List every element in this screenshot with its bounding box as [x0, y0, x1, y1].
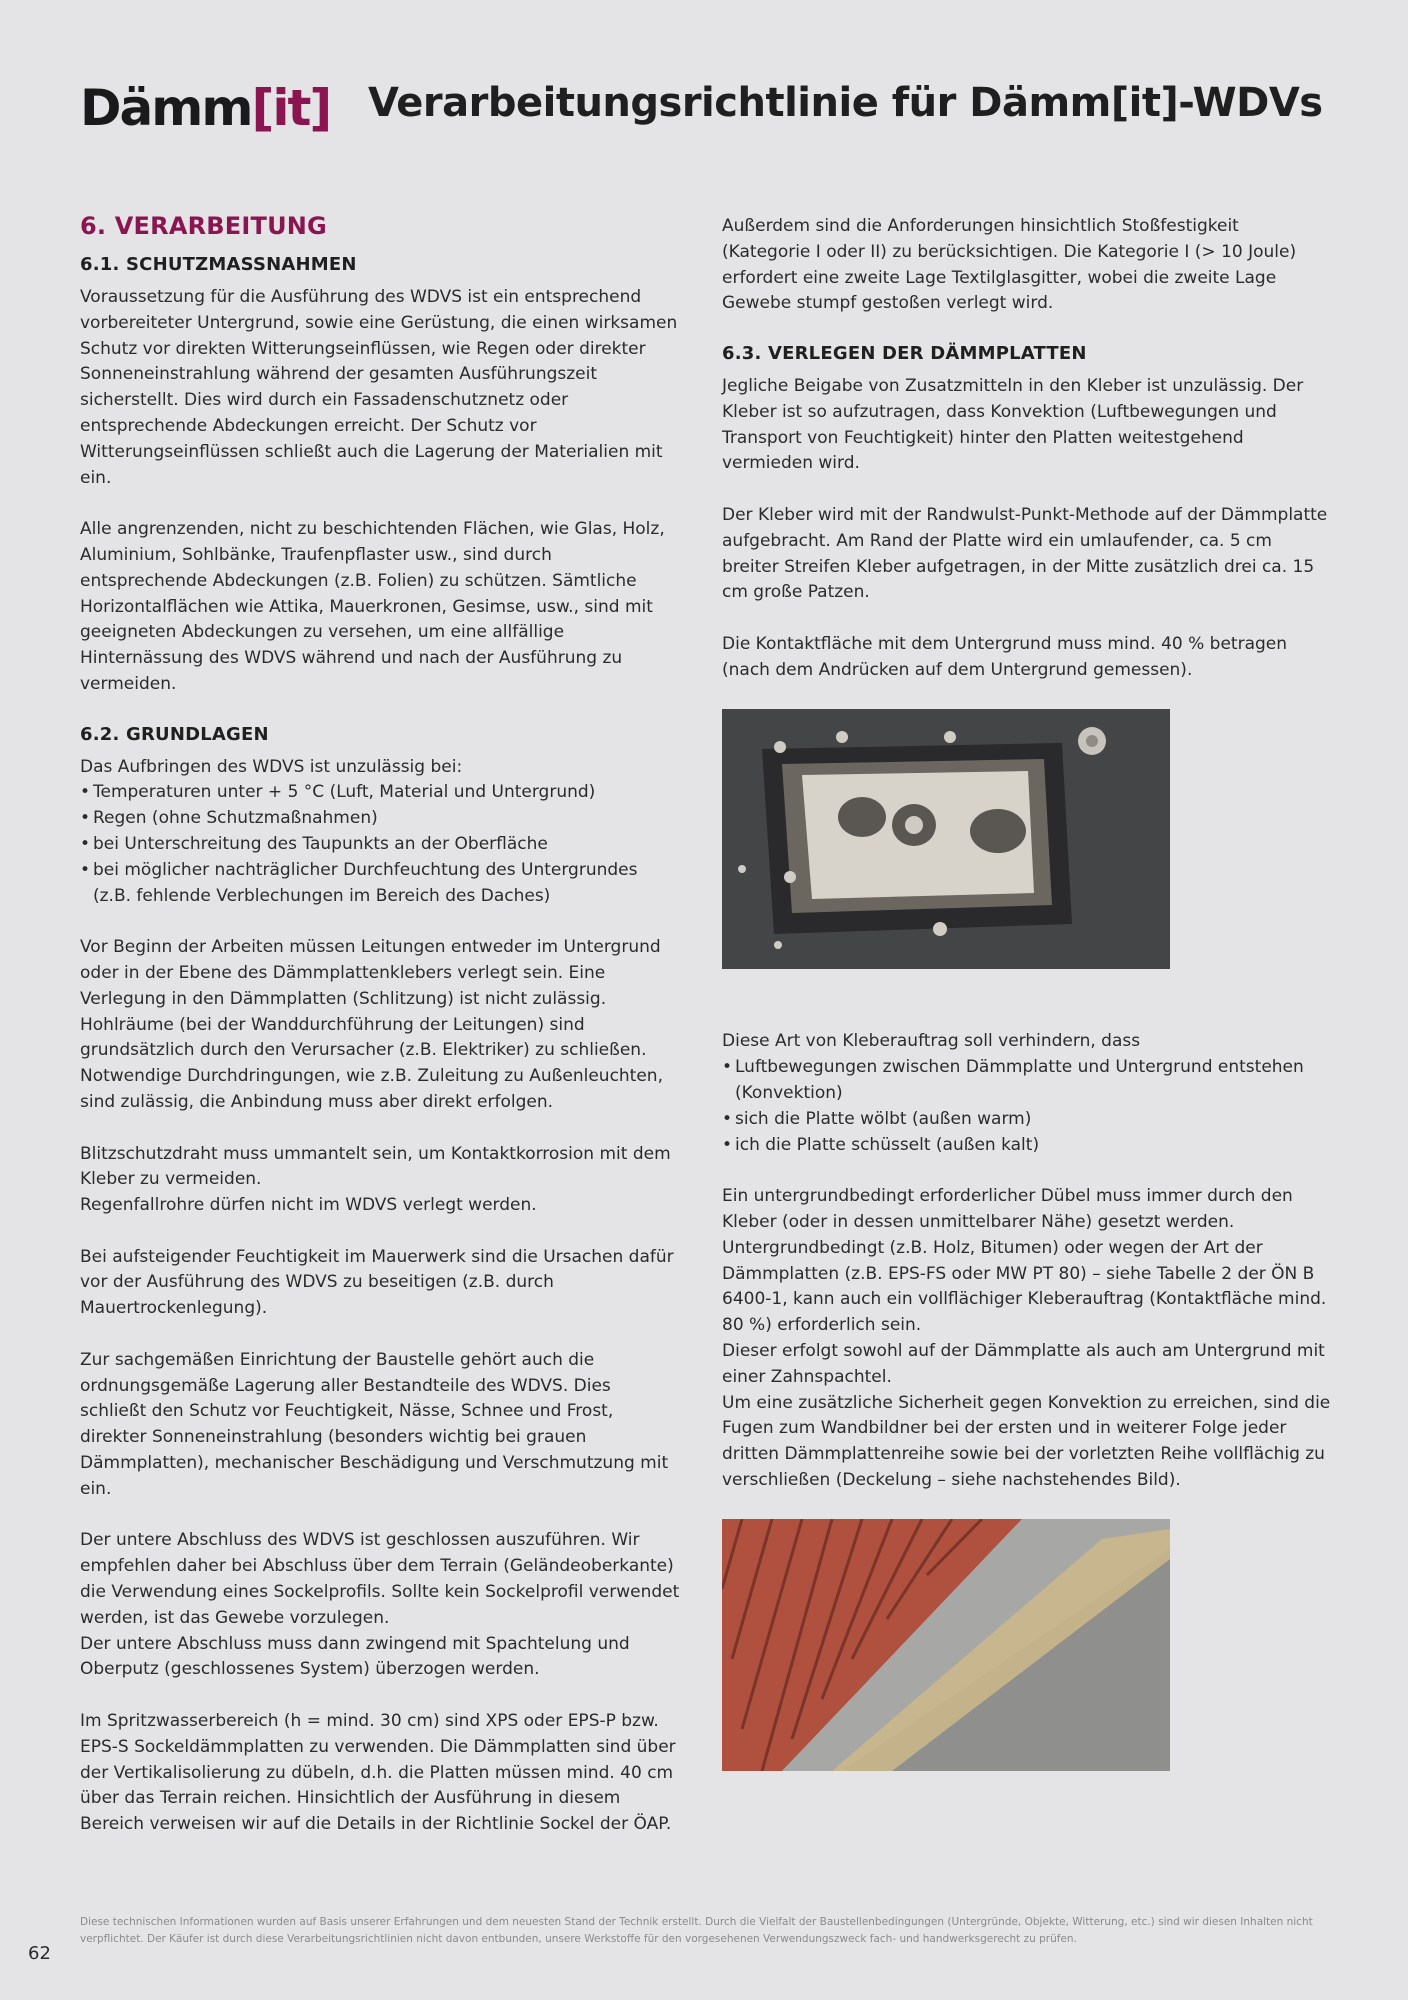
- logo-bracket-open: [: [251, 79, 273, 137]
- list-item: • Temperaturen unter + 5 °C (Luft, Material und Untergrund): [80, 780, 680, 806]
- joint-sealing-image: [722, 1519, 1170, 1771]
- paragraph: Im Spritzwasserbereich (h = mind. 30 cm) sind XPS oder EPS-P bzw. EPS-S Sockeldämmplatten zu verwenden. Die Dämmplatten sind über der Vertikalisolierung zu dübeln, d.h. die Platten müssen mind. 40 cm über das Terrain reichen. Hinsichtlich der Ausführung in diesem Bereich verweisen wir auf die Details in der Richtlinie Sockel der ÖAP.: [80, 1711, 676, 1835]
- paragraph: Die Kontaktfläche mit dem Untergrund muss mind. 40 % betragen (nach dem Andrücken auf dem Untergrund gemessen).: [722, 633, 1288, 680]
- paragraph: Ein untergrundbedingt erforderlicher Dübel muss immer durch den Kleber (oder in dessen unmittelbarer Nähe) gesetzt werden. Untergrundbedingt (z.B. Holz, Bitumen) oder wegen der Art der Dämmplatten (z.B. EPS-FS oder MW PT 80) – siehe Tabelle 2 der ÖN B 6400-1, kann auch ein vollflächiger Kleberauftrag (Kontaktfläche mind. 80 %) erforderlich sein.: [722, 1186, 1327, 1336]
- paragraph: Voraussetzung für die Ausführung des WDVS ist ein entsprechend vorbereiteter Untergrund, sowie eine Gerüstung, die einen wirksamen Schutz vor direkten Witterungseinflüssen, wie Regen oder direkter Sonneneinstrahlung während der gesamten Ausführungszeit sicherstellt. Dies wird durch ein Fassadenschutznetz oder entsprechende Abdeckungen erreicht. Der Schutz vor Witterungseinflüssen schließt auch die Lagerung der Materialien mit ein.: [80, 287, 678, 488]
- list-item: • bei möglicher nachträglicher Durchfeuchtung des Untergrundes (z.B. fehlende Verblechungen im Bereich des Daches): [80, 858, 680, 910]
- left-column: [80, 212, 680, 1864]
- paragraph: Regenfallrohre dürfen nicht im WDVS verlegt werden.: [80, 1195, 537, 1216]
- paragraph: Blitzschutzdraht muss ummantelt sein, um Kontaktkorrosion mit dem Kleber zu vermeiden.: [80, 1143, 671, 1190]
- paragraph: Um eine zusätzliche Sicherheit gegen Konvektion zu erreichen, sind die Fugen zum Wandbildner bei der ersten und in weiterer Folge jeder dritten Dämmplattenreihe sowie bei der vorletzten Reihe vollflächig zu verschließen (Deckelung – siehe nachstehendes Bild).: [722, 1392, 1331, 1490]
- paragraph: Bei aufsteigender Feuchtigkeit im Mauerwerk sind die Ursachen dafür vor der Ausführung des WDVS zu beseitigen (z.B. durch Mauertrockenlegung).: [80, 1246, 674, 1319]
- list-item: • Luftbewegungen zwischen Dämmplatte und Untergrund entstehen (Konvektion): [722, 1055, 1332, 1107]
- paragraph: Der untere Abschluss des WDVS ist geschlossen auszuführen. Wir empfehlen daher bei Abschluss über dem Terrain (Geländeoberkante) die Verwendung eines Sockelprofils. Sollte kein Sockelprofil verwendet werden, ist das Gewebe vorzulegen.: [80, 1530, 680, 1628]
- list-item: • sich die Platte wölbt (außen warm): [722, 1107, 1332, 1133]
- logo-bracket-close: ]: [309, 79, 331, 137]
- list-item: • bei Unterschreitung des Taupunkts an der Oberfläche: [80, 832, 680, 858]
- heading-6-1: 6.1. SCHUTZMASSNAHMEN: [80, 254, 357, 275]
- bullet-list: [80, 780, 680, 909]
- paragraph: Der untere Abschluss muss dann zwingend mit Spachtelung und Oberputz (geschlossenes System) überzogen werden.: [80, 1633, 630, 1680]
- bullet-list: [722, 1055, 1332, 1158]
- paragraph: Zur sachgemäßen Einrichtung der Baustelle gehört auch die ordnungsgemäße Lagerung aller Bestandteile des WDVS. Dies schließt den Schutz vor Feuchtigkeit, Nässe, Schnee und Frost, direkter Sonneneinstrahlung (besonders wichtig bei grauen Dämmplatten), mechanischer Beschädigung und Verschmutzung mit ein.: [80, 1349, 669, 1499]
- list-item: • Regen (ohne Schutzmaßnahmen): [80, 806, 680, 832]
- paragraph: Jegliche Beigabe von Zusatzmitteln in den Kleber ist unzulässig. Der Kleber ist so aufzutragen, dass Konvektion (Luftbewegungen und Transport von Feuchtigkeit) hinter den Platten weitestgehend vermieden wird.: [722, 375, 1304, 474]
- adhesive-board-image: [722, 709, 1170, 969]
- heading-6-2: 6.2. GRUNDLAGEN: [80, 723, 269, 745]
- paragraph: Dieser erfolgt sowohl auf der Dämmplatte als auch am Untergrund mit einer Zahnspachtel.: [722, 1340, 1325, 1387]
- section-title: 6. VERARBEITUNG: [80, 212, 327, 240]
- right-column: [722, 214, 1332, 1796]
- paragraph: Das Aufbringen des WDVS ist unzulässig bei:: [80, 756, 463, 777]
- logo-it: it: [272, 79, 310, 137]
- footer-disclaimer: Diese technischen Informationen wurden auf Basis unserer Erfahrungen und dem neuesten Stand der Technik erstellt. Durch die Vielfalt der Baustellenbedingungen (Untergründe, Objekte, Witterung, etc.) sind wir diesen Inhalten nicht verpflichtet. Der Käufer ist durch diese Verarbeitungsrichtlinien nicht davon entbunden, unsere Werkstoffe für den vorgesehenen Verwendungszweck fach- und handwerksgerecht zu prüfen.: [80, 1916, 1313, 1945]
- paragraph: Außerdem sind die Anforderungen hinsichtlich Stoßfestigkeit (Kategorie I oder II) zu berücksichtigen. Die Kategorie I (> 10 Joule) erfordert eine zweite Lage Textilglasgitter, wobei die zweite Lage Gewebe stumpf gestoßen verlegt wird.: [722, 216, 1297, 314]
- photo-adhesive-application: [722, 709, 1170, 969]
- brand-logo: [80, 78, 330, 138]
- document-title: Verarbeitungsrichtlinie für Dämm[it]-WDVs: [368, 80, 1323, 126]
- list-item: • ich die Platte schüsselt (außen kalt): [722, 1133, 1332, 1159]
- page-number: 62: [28, 1943, 51, 1964]
- paragraph: Alle angrenzenden, nicht zu beschichtenden Flächen, wie Glas, Holz, Aluminium, Sohlbänke, Traufenpflaster usw., sind durch entsprechende Abdeckungen (z.B. Folien) zu schützen. Sämtliche Horizontalflächen wie Attika, Mauerkronen, Gesimse, usw., sind mit geeigneten Abdeckungen zu versehen, um eine allfällige Hinternässung des WDVS während und nach der Ausführung zu vermeiden.: [80, 519, 665, 694]
- photo-joint-sealing: [722, 1519, 1170, 1771]
- paragraph: Vor Beginn der Arbeiten müssen Leitungen entweder im Untergrund oder in der Ebene des Dämmplattenklebers verlegt sein. Eine Verlegung in den Dämmplatten (Schlitzung) ist nicht zulässig. Hohlräume (bei der Wanddurchführung der Leitungen) sind grundsätzlich durch den Verursacher (z.B. Elektriker) zu schließen. Notwendige Durchdringungen, wie z.B. Zuleitung zu Außenleuchten, sind zulässig, die Anbindung muss aber direkt erfolgen.: [80, 937, 663, 1112]
- heading-6-3: 6.3. VERLEGEN DER DÄMMPLATTEN: [722, 342, 1087, 364]
- paragraph: Der Kleber wird mit der Randwulst-Punkt-Methode auf der Dämmplatte aufgebracht. Am Rand der Platte wird ein umlaufender, ca. 5 cm breiter Streifen Kleber aufgetragen, in der Mitte zusätzlich drei ca. 15 cm große Patzen.: [722, 504, 1328, 603]
- paragraph: Diese Art von Kleberauftrag soll verhindern, dass: [722, 1031, 1141, 1052]
- logo-text: Dämm: [80, 79, 252, 137]
